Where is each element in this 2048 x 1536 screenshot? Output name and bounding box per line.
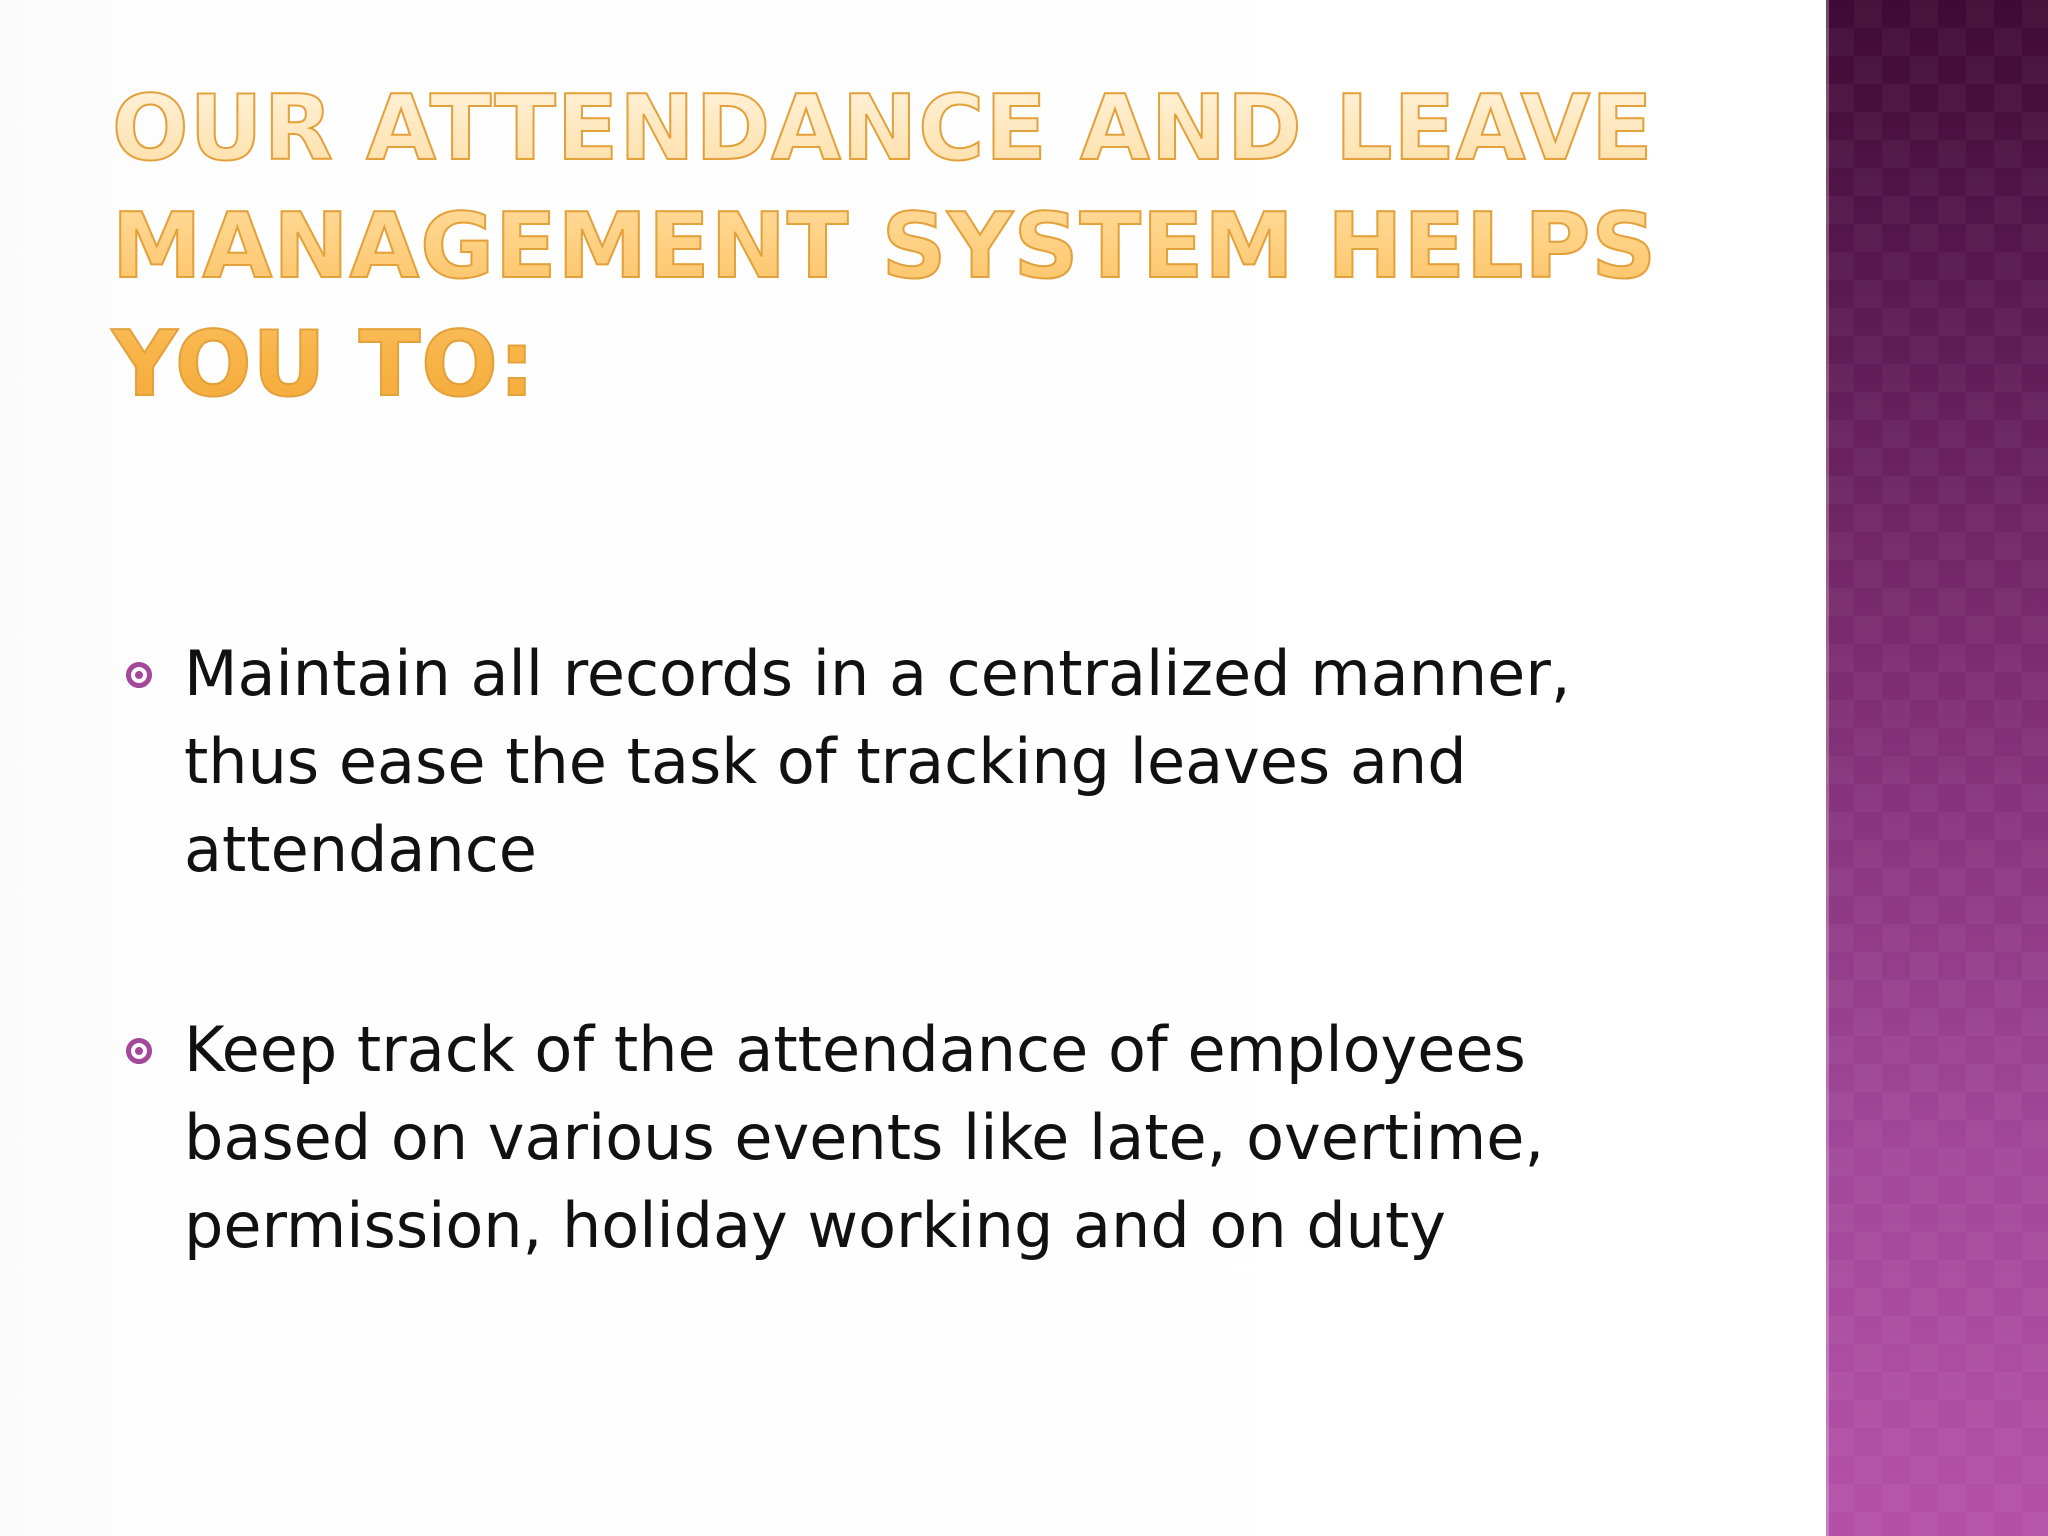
slide-title: OUR ATTENDANCE AND LEAVE MANAGEMENT SYSTEM HELPS YOU TO: [112,70,1732,424]
circle-dot-icon [126,1038,152,1064]
bullet-item [126,1006,1706,1270]
panel-edge [1826,0,1829,1536]
bullet-item [126,630,1706,894]
bullet-list [126,630,1706,1382]
decorative-side-panel [1826,0,2048,1536]
panel-pattern [1826,0,2048,1536]
bullet-text: Keep track of the attendance of employees based on various events like late, overtime, permission, holiday working and on duty [184,1013,1545,1262]
bullet-text: Maintain all records in a centralized manner, thus ease the task of tracking leaves and attendance [184,637,1571,886]
circle-dot-icon [126,662,152,688]
